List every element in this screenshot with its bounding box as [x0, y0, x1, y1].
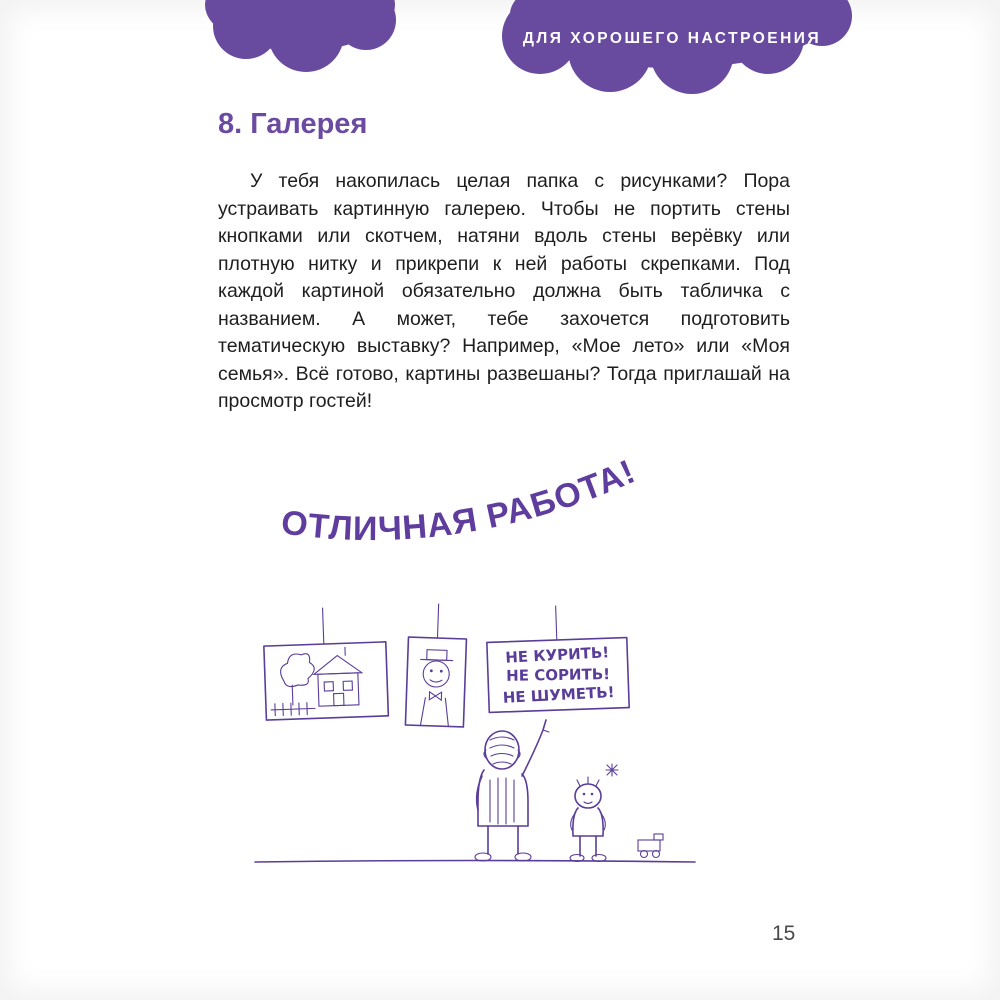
left-cloud [205, 0, 396, 72]
sparkle-icon [606, 764, 618, 776]
body-paragraph: У тебя накопилась целая папка с рисунками? Пора устраивать картинную галерею. Чтобы не портить стены кнопками или скотчем, натяни вдоль стены верёвку или плотную нитку и прикрепи к ней работы скрепками. Под каждой картиной обязательно должна быть табличка с названием. А может, тебе захочется подготовить тематическую выставку? Например, «Мое лето» или «Моя семья». Всё готово, картины развешаны? Тогда приглашай на просмотр гостей! [218, 170, 790, 412]
header-badge: ДЛЯ ХОРОШЕГО НАСТРОЕНИЯ [522, 30, 822, 47]
page-title: 8. Галерея [218, 108, 368, 140]
slogan-text: ОТЛИЧНАЯ РАБОТА! [278, 455, 642, 549]
page-number: 15 [772, 922, 796, 945]
right-cloud [502, 0, 852, 94]
toy-truck [638, 834, 663, 858]
picture-house [263, 606, 389, 720]
picture-portrait [405, 603, 467, 727]
kid-figure [570, 764, 663, 862]
picture-sign [486, 604, 630, 713]
grandpa-figure [475, 720, 549, 861]
sign-line-3: НЕ ШУМЕТЬ! [502, 683, 615, 707]
sign-line-2: НЕ СОРИТЬ! [506, 665, 611, 685]
ground-line [255, 861, 695, 863]
slogan [272, 455, 672, 585]
header-clouds [0, 0, 1000, 120]
sign-line-1: НЕ КУРИТЬ! [504, 643, 610, 667]
gallery-illustration [240, 598, 720, 888]
svg-text:ОТЛИЧНАЯ РАБОТА! [279, 455, 641, 548]
